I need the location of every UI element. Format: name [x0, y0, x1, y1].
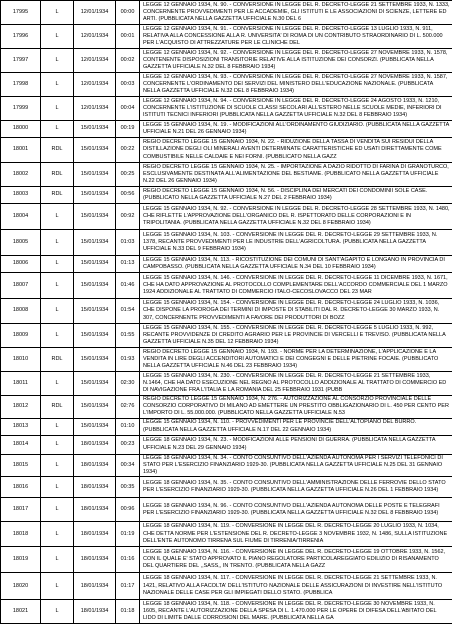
record-type: RDL [41, 396, 74, 419]
record-text: LEGGE 15 GENNAIO 1934, N. 92. - CONVERSIONE IN LEGGE DEL R. DECRETO-LEGGE 28 SETTEMBRE 1933, N. 1480, CHE RIFLETTE L'APPROVAZIONE DELL'ORGANICO DEL R. ISPETTORATO DELLE CORPORAZIONI E IN TRIPOLITANIA. (PUBBLICATA NELLA GAZZETTA UFFICIALE N.32 DEL 8 FEBBRAIO 1934) [140, 204, 452, 230]
record-code: 01:55 [116, 324, 140, 348]
table-row [1, 522, 452, 547]
table-row [1, 600, 452, 624]
record-type: L [41, 454, 74, 477]
record-code: 00:03 [116, 73, 140, 97]
record-text: LEGGE 18 GENNAIO 1934, N. 35. - CONTO CONSUNTIVO DELL'AMMINISTRAZIONE DELLE FERROVIE DELLO STATO PER L'ESERCIZIO FINANZIARIO 1929-30. (PUBBLICATA NELLA GAZZETTA UFFICIALE N.26 DEL 1 FEBBRAIO 1934) [140, 477, 452, 498]
record-text: LEGGE 15 GENNAIO 1934, N. 110. - PROVVEDIMENTI PER LE PROVINCIE DELL'ALTOPIANO DEL BURRO. (PUBBLICATA NELLA GAZZETTA UFFICIALE N.17 DEL 22 GENNAIO 1934) [140, 418, 452, 435]
record-number: 18017 [1, 498, 41, 522]
record-date: 18/01/1934 [74, 498, 116, 522]
record-code: 00:35 [116, 477, 140, 498]
record-text: LEGGE 12 GENNAIO 1934, N. 91. - CONVERSIONE IN LEGGE DEL R. DECRETO-LEGGE 13 LUGLIO 1933, N. 911, RELATIVA ALLA CONCESSIONE ALLA R. UNIVERSITA' DI ROMA DI UN CONTRIBUTO STRAORDINARIO DI L. 500.000 PER L'ACQUISTO DI ATTREZZATURE PER LE CLINICHE DEL [140, 25, 452, 49]
record-text: REGIO DECRETO LEGGE 15 GENNAIO 1934, N. 276. - AUTORIZZAZIONE AL CONSORZIO PROVINCIALE DELLE CONSORZIO CORPORATIVO DI MILANO AD EMETTERE UN PRESTITO OBBLIGAZIONARIO DI L. 450 PER CENTO PER L'IMPORTO DI L. 55.000.000. (PUBBLICATO NELLA GAZZETTA UFFICIALE N.53 [140, 396, 452, 419]
record-number: 18012 [1, 396, 41, 419]
record-code: 01:03 [116, 230, 140, 256]
table-row [1, 230, 452, 256]
record-number: 18010 [1, 348, 41, 372]
table-row [1, 97, 452, 121]
record-text: LEGGE 18 GENNAIO 1934, N. 117. - CONVERSIONE IN LEGGE DEL R. DECRETO-LEGGE 21 SETTEMBRE 1933, N. 1421, RELATIVO ALLA FACOLTA' DELL'ISTITUTO NAZIONALE DELLE ASSICURAZIONI DI INVESTIRE NELL'ISTITUTO NAZIONALE DELLE CASE PER GLI IMPIEGATI DELLO STATO. (PUBBLICA [140, 573, 452, 600]
table-row [1, 324, 452, 348]
record-text: LEGGE 12 GENNAIO 1934, N. 90. - CONVERSIONE IN LEGGE DEL R. DECRETO-LEGGE 21 SETTEMBRE 1933, N. 1333, CONCERNENTE PROVVEDIMENTI PER LE ACCADEMIE, GLI ISTITUTI E LE ASSOCIAZIONI DI SCIENZE, LETTERE ED ARTI. (PUBBLICATA NELLA GAZZETTA UFFICIALE N.30 DEL 6 [140, 1, 452, 25]
record-code: 01:54 [116, 299, 140, 324]
record-code: 01:46 [116, 273, 140, 299]
record-number: 17995 [1, 1, 41, 25]
table-row [1, 25, 452, 49]
record-code: 00:23 [116, 435, 140, 454]
record-date: 15/01/1934 [74, 418, 116, 435]
record-text: LEGGE 18 GENNAIO 1934, N. 96. - CONTO CONSUNTIVO DELL'AZIENDA AUTONOMA DELLE POSTE E TELEGRAFI PER L'ESERCIZIO FINANZIARIO 1929-30. (PUBBLICATA NELLA GAZZETTA UFFICIALE N.32 DEL 8 FEBBRAIO 1934) [140, 498, 452, 522]
table-row [1, 1, 452, 25]
record-number: 18002 [1, 163, 41, 187]
table-row [1, 372, 452, 396]
record-date: 18/01/1934 [74, 454, 116, 477]
record-number: 17996 [1, 25, 41, 49]
record-type: RDL [41, 348, 74, 372]
record-text: LEGGE 15 GENNAIO 1934, N. 103. - CONVERSIONE IN LEGGE DEL R. DECRETO-LEGGE 29 SETTEMBRE 1933, N. 1378, RECANTE PROVVEDIMENTI PER LE INDUSTRIE DELL'AGRICOLTURA. (PUBBLICATA NELLA GAZZETTA UFFICIALE N.33 DEL 9 FEBBRAIO 1934) [140, 230, 452, 256]
record-number: 18003 [1, 187, 41, 204]
record-code: 00:02 [116, 49, 140, 73]
record-number: 17998 [1, 73, 41, 97]
record-type: RDL [41, 187, 74, 204]
table-row [1, 204, 452, 230]
table-row [1, 187, 452, 204]
table-row [1, 348, 452, 372]
record-type: L [41, 600, 74, 624]
record-number: 18008 [1, 299, 41, 324]
table-row [1, 273, 452, 299]
record-date: 15/01/1934 [74, 138, 116, 163]
table-row [1, 477, 452, 498]
record-date: 18/01/1934 [74, 477, 116, 498]
record-text: REGIO DECRETO LEGGE 15 GENNAIO 1934, N. 193. - NORME PER LA DETERMINAZIONE, L'APPLICAZIONE E LA VENDITA IN LIRE DEGLI ACCENDITORI AUTOMATICI E DEI CONGEGNI E DELLE PIETRINE FOCAIE. (PUBBLICATO NELLA GAZZETTA UFFICIALE N.46 DEL 23 FEBBRAIO 1934) [140, 348, 452, 372]
record-date: 18/01/1934 [74, 435, 116, 454]
record-text: LEGGE 18 GENNAIO 1934, N. 116. - CONVERSIONE IN LEGGE DEL R. DECRETO-LEGGE 19 OTTOBRE 1933, N. 1562, CON IL QUALE E' STATO APPROVATO IL PIANO REGOLATORE PARTICOLAREGGIATO EDILIZIO DI RISANAMENTO DEL QUARTIERE DEL ,,SASS,, IN TRENTO. (PUBBLICATA NELLA GAZZ [140, 547, 452, 573]
table-row [1, 73, 452, 97]
record-type: L [41, 372, 74, 396]
record-text: LEGGE 18 GENNAIO 1934, N. 118. - CONVERSIONE IN LEGGE DEL R. DECRETO-LEGGE 30 NOVEMBRE 1933, N. 1605, RECANTE L'AUTORIZZAZIONE DELLA SPESA DI L. 1.470.000 PER LE OPERE DI DIFESA DELL'ABITATO DEL LIDO DI LIMITE DALLE CORROSIONI DEL MARE. (PUBBLICATA NELLA GA [140, 600, 452, 624]
record-number: 18013 [1, 418, 41, 435]
record-date: 18/01/1934 [74, 547, 116, 573]
record-code: 00:56 [116, 187, 140, 204]
record-text: LEGGE 18 GENNAIO 1934, N. 34. - CONTO CONSUNTIVO DELL'AZIENDA AUTONOMA PER I SERVIZI TELEFONICI DI STATO PER L'ESERCIZIO FINANZIARIO 1929-30. (PUBBLICATA NELLA GAZZETTA UFFICIALE N.25 DEL 31 GENNAIO 1934) [140, 454, 452, 477]
record-code: 00:34 [116, 454, 140, 477]
record-type: L [41, 204, 74, 230]
record-number: 18016 [1, 477, 41, 498]
table-row [1, 49, 452, 73]
record-code: 00:25 [116, 163, 140, 187]
record-type: L [41, 256, 74, 273]
record-number: 18004 [1, 204, 41, 230]
record-text: LEGGE 12 GENNAIO 1934, N. 93. - CONVERSIONE IN LEGGE DEL R. DECRETO-LEGGE 27 NOVEMBRE 1933, N. 1587, CONCERNENTE L'ORDINAMENTO DEI SERVIZI DEL MINISTERO DELL'EDUCAZIONE NAZIONALE. (PUBBLICATA NELLA GAZZETTA UFFICIALE N.32 DEL 8 FEBBRAIO 1934) [140, 73, 452, 97]
record-date: 18/01/1934 [74, 573, 116, 600]
record-date: 12/01/1934 [74, 97, 116, 121]
record-date: 15/01/1934 [74, 230, 116, 256]
record-type: L [41, 230, 74, 256]
record-code: 00:96 [116, 498, 140, 522]
table-row [1, 498, 452, 522]
record-date: 18/01/1934 [74, 600, 116, 624]
record-date: 12/01/1934 [74, 49, 116, 73]
record-text: LEGGE 15 GENNAIO 1934, N. 154. - CONVERSIONE IN LEGGE DEL R. DECRETO-LEGGE 24 LUGLIO 1933, N. 1036, CHE DISPONE LA PROROGA DEI TERMINI DI IMPOSTE DI STABILITI DAL R. DECRETO-LEGGE 30 MARZO 1933, N. 307, CONCERNENTE PROVVEDIMENTI A FAVORE DEI PRODUTTORI DI BOZZ [140, 299, 452, 324]
record-text: LEGGE 12 GENNAIO 1934, N. 94. - CONVERSIONE IN LEGGE DEL R. DECRETO-LEGGE 24 AGOSTO 1933, N. 1210, CONCERNENTE L'ISTITUZIONE DI SCUOLE CLASSI SECOLARI ALL'ESTERO NELLE SCUOLE MEDIE, INFERIORI DI ISTITUTI TECNICI INFERIORI (PUBBLICATA NELLA GAZZETTA UFFICIALE N.32 DEL 8 FEBBRAIO 1934) [140, 97, 452, 121]
record-number: 18014 [1, 435, 41, 454]
record-date: 15/01/1934 [74, 348, 116, 372]
record-type: L [41, 49, 74, 73]
record-type: L [41, 418, 74, 435]
record-number: 18019 [1, 547, 41, 573]
table-row [1, 256, 452, 273]
records-body [1, 1, 452, 624]
record-type: L [41, 324, 74, 348]
table-row [1, 454, 452, 477]
record-type: L [41, 25, 74, 49]
table-row [1, 547, 452, 573]
record-number: 18015 [1, 454, 41, 477]
record-type: L [41, 435, 74, 454]
table-row [1, 418, 452, 435]
record-code: 01:10 [116, 418, 140, 435]
table-row [1, 573, 452, 600]
record-number: 17999 [1, 97, 41, 121]
record-number: 18009 [1, 324, 41, 348]
record-type: RDL [41, 138, 74, 163]
record-number: 18001 [1, 138, 41, 163]
record-number: 18005 [1, 230, 41, 256]
record-number: 18006 [1, 256, 41, 273]
record-code: 00:04 [116, 97, 140, 121]
record-date: 12/01/1934 [74, 1, 116, 25]
record-date: 15/01/1934 [74, 396, 116, 419]
record-type: L [41, 547, 74, 573]
table-row [1, 163, 452, 187]
record-date: 15/01/1934 [74, 299, 116, 324]
record-type: L [41, 498, 74, 522]
record-text: REGIO DECRETO LEGGE 15 GENNAIO 1934, N. 56. - DISCIPLINA DEI MERCATI DEI CONDOMINII SOLE CASE. (PUBBLICATO NELLA GAZZETTA UFFICIALE N.27 DEL 2 FEBBRAIO 1934) [140, 187, 452, 204]
record-number: 18007 [1, 273, 41, 299]
record-type: L [41, 573, 74, 600]
record-date: 15/01/1934 [74, 121, 116, 138]
record-text: REGIO DECRETO LEGGE 15 GENNAIO 1934, N. 22. - RIDUZIONE DELLA TASSA DI VENDITA SUI RESIDUI DELLA DISTILLAZIONE DEGLI OLI MINERALI AVENTI DETERMINATE CARATTERISTICHE ED USATI DIRETTAMENTE COME COMBUSTIBILE NELLE CALDAIE E NEI FORNI. (PUBBLICATO NELLA GAZZ [140, 138, 452, 163]
record-date: 15/01/1934 [74, 324, 116, 348]
record-number: 18018 [1, 522, 41, 547]
record-type: L [41, 121, 74, 138]
record-code: 02:76 [116, 396, 140, 419]
record-code: 01:18 [116, 600, 140, 624]
record-text: LEGGE 18 GENNAIO 1934, N. 23. - MODIFICAZIONI ALLE PENSIONI DI GUERRA. (PUBBLICATA NELLA GAZZETTA UFFICIALE N.23 DEL 29 GENNAIO 1934) [140, 435, 452, 454]
table-row [1, 138, 452, 163]
record-date: 15/01/1934 [74, 256, 116, 273]
record-type: L [41, 73, 74, 97]
record-text: LEGGE 15 GENNAIO 1934, N. 155. - CONVERSIONE IN LEGGE DEL R. DECRETO-LEGGE 5 LUGLIO 1933, N. 992, RECANTE PROVVIDENZE DI CREDITO AGRARIO PER LE PROVINCIE DI VERCELLI E TREVISO. (PUBBLICATA NELLA GAZZETTA UFFICIALE N.35 DEL 12 FEBBRAIO 1934) [140, 324, 452, 348]
record-type: L [41, 1, 74, 25]
record-date: 15/01/1934 [74, 273, 116, 299]
record-text: LEGGE 12 GENNAIO 1934, N. 92. - CONVERSIONE IN LEGGE DEL R. DECRETO-LEGGE 27 NOVEMBRE 1933, N. 1578, CONTENENTE DISPOSIZIONI TRANSITORIE RELATIVE ALLA ISTITUZIONE DEI CONSORZI. (PUBBLICATA NELLA GAZZETTA UFFICIALE N.32 DEL 8 FEBBRAIO 1934) [140, 49, 452, 73]
record-date: 15/01/1934 [74, 204, 116, 230]
record-number: 18000 [1, 121, 41, 138]
table-row [1, 121, 452, 138]
record-date: 15/01/1934 [74, 372, 116, 396]
record-date: 15/01/1934 [74, 187, 116, 204]
table-row [1, 299, 452, 324]
record-number: 18021 [1, 600, 41, 624]
table-row [1, 396, 452, 419]
record-code: 00:22 [116, 138, 140, 163]
record-type: L [41, 477, 74, 498]
record-text: REGIO DECRETO LEGGE 15 GENNAIO 1934, N. 25. - IMPORTAZIONE A DAZIO RIDOTTO DI FARINA DI GRANOTURCO, ESCLUSIVAMENTE DESTINATA ALL'ALIMENTAZIONE DEL BESTIAME. (PUBBLICATO NELLA GAZZETTA UFFICIALE N.22 DEL 26 GENNAIO 1934) [140, 163, 452, 187]
record-number: 17997 [1, 49, 41, 73]
record-code: 00:92 [116, 204, 140, 230]
record-text: LEGGE 18 GENNAIO 1934, N. 119. - CONVERSIONE IN LEGGE DEL R. DECRETO-LEGGE 20 LUGLIO 1933, N. 1034, CHE DETTA NORME PER L'ESTENSIONE DEL R. DECRETO-LEGGE 3 NOVEMBRE 1932, N. 1486, SULLA ISTITUZIONE DELL'ENTE AUTONOMO TIRRENA SUL FIUME DI TIRRENIA/TIRRENIA [140, 522, 452, 547]
table-row [1, 435, 452, 454]
record-code: 00:01 [116, 25, 140, 49]
record-code: 01:13 [116, 256, 140, 273]
record-type: L [41, 299, 74, 324]
record-text: LEGGE 15 GENNAIO 1934, N. 113. - RICOSTITUZIONE DEI COMUNI DI SANT'AGAPITO E LONGANO IN PROVINCIA DI CAMPOBASSO. (PUBBLICATA NELLA GAZZETTA UFFICIALE N.34 DEL 10 FEBBRAIO 1934) [140, 256, 452, 273]
record-code: 00:19 [116, 121, 140, 138]
record-type: L [41, 273, 74, 299]
record-date: 12/01/1934 [74, 25, 116, 49]
record-type: L [41, 97, 74, 121]
record-text: LEGGE 15 GENNAIO 1934, N. 230. - CONVERSIONE IN LEGGE DEL R. DECRETO-LEGGE 21 SETTEMBRE 1933, N.1464, CHE HA DATO ESECUZIONE NEL REGNO AL PROTOCOLLO ADDIZIONALE AL TRATTATO DI COMMERCIO ED DI NAVIGAZIONE FRA L'ITALIA E LA ROMANIA DEL 25 FEBBRAIO 1931 (PUBB [140, 372, 452, 396]
record-code: 00:00 [116, 1, 140, 25]
record-code: 01:17 [116, 573, 140, 600]
record-number: 18020 [1, 573, 41, 600]
record-code: 01:19 [116, 522, 140, 547]
record-code: 02:30 [116, 372, 140, 396]
record-text: LEGGE 15 GENNAIO 1934, N. 146. - CONVERSIONE IN LEGGE DEL R. DECRETO-LEGGE 11 DICEMBRE 1933, N. 1671, CHE HA DATO APPROVAZIONE AL PROTOCOLLO COMPLEMENTARE DELL'ACCORDO COMMERCIALE DEL 1 MARZO 1924 ADDIZIONALE AL TRATTATO DI COMMERCIO ITALO-CECOSLOVACCO DEL 23 MAR [140, 273, 452, 299]
record-code: 01:16 [116, 547, 140, 573]
record-number: 18011 [1, 372, 41, 396]
record-type: RDL [41, 163, 74, 187]
record-type: L [41, 522, 74, 547]
record-date: 18/01/1934 [74, 522, 116, 547]
record-date: 15/01/1934 [74, 163, 116, 187]
record-code: 01:93 [116, 348, 140, 372]
record-text: LEGGE 15 GENNAIO 1934, N. 19. - MODIFICAZIONI ALL'ORDINAMENTO GIUDIZIARIO. (PUBBLICATA NELLA GAZZETTA UFFICIALE N.21 DEL 26 GENNAIO 1934) [140, 121, 452, 138]
record-date: 12/01/1934 [74, 73, 116, 97]
